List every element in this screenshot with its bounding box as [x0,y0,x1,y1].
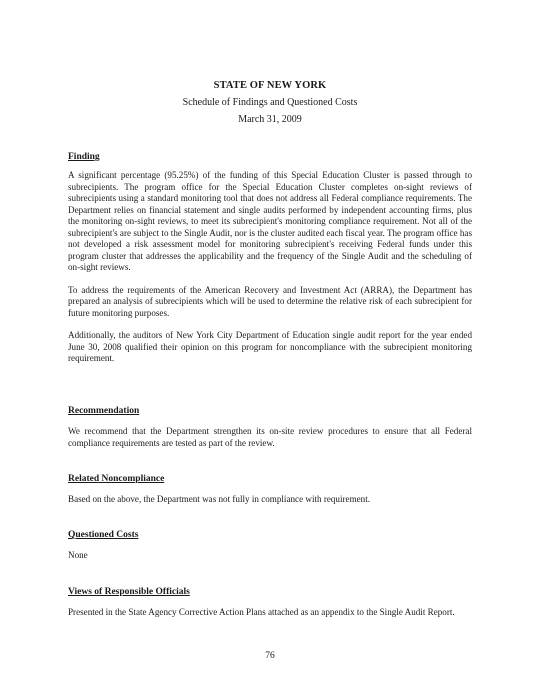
views-text: Presented in the State Agency Corrective Action Plans attached as an appendix to the Single Audit Report. [68,607,455,617]
views-heading: Views of Responsible Officials [68,587,190,597]
recommendation-heading: Recommendation [68,406,140,416]
finding-heading: Finding [68,152,100,162]
recommendation-text: We recommend that the Department strengthen its on-site review procedures to ensure that all Federal compliance requirements are tested as part of the review. [68,426,472,448]
recommendation-section [68,405,472,449]
document-title: STATE OF NEW YORK [213,80,327,91]
document-subtitle: Schedule of Findings and Questioned Costs [182,97,358,108]
related-noncompliance-text: Based on the above, the Department was not fully in compliance with requirement. [68,494,371,504]
finding-section [68,151,472,365]
questioned-costs-heading: Questioned Costs [68,530,139,540]
questioned-costs-section [68,529,472,562]
finding-paragraph-3: Additionally, the auditors of New York City Department of Education single audit report for the year ended June 30, 2008 qualified their opinion on this program for noncompliance with the subrecipient monitoring requirement. [68,330,472,363]
questioned-costs-text: None [68,550,88,560]
finding-paragraph-2: To address the requirements of the American Recovery and Investment Act (ARRA), the Department has prepared an analysis of subrecipients which will be used to determine the relative risk of each subrecipient for future monitoring purposes. [68,284,472,318]
views-section [68,586,472,619]
page-number: 76 [265,651,275,661]
related-noncompliance-section [68,473,472,506]
document-date: March 31, 2009 [238,114,302,125]
document-header [0,79,540,127]
related-noncompliance-heading: Related Noncompliance [68,474,165,484]
finding-paragraph-1: A significant percentage (95.25%) of the funding of this Special Education Cluster is passed through to subrecipients. The program office for the Special Education Cluster completes on-sight reviews of subrecipients using a standard monitoring tool that does not address all Federal compliance requirements. The Department relies on financial statement and single audits performed by independent accounting firms, plus the monitoring on-sight reviews, to meet its subrecipient's monitoring compliance requirement. Not all of the subrecipient's are subject to the Single Audit, nor is the cluster audited each fiscal year. The program office has not developed a risk assessment model for monitoring subrecipient's receiving Federal funds under this program cluster that addresses the applicability and the frequency of the Single Audit and the scheduling of on-sight reviews. [68,170,472,272]
